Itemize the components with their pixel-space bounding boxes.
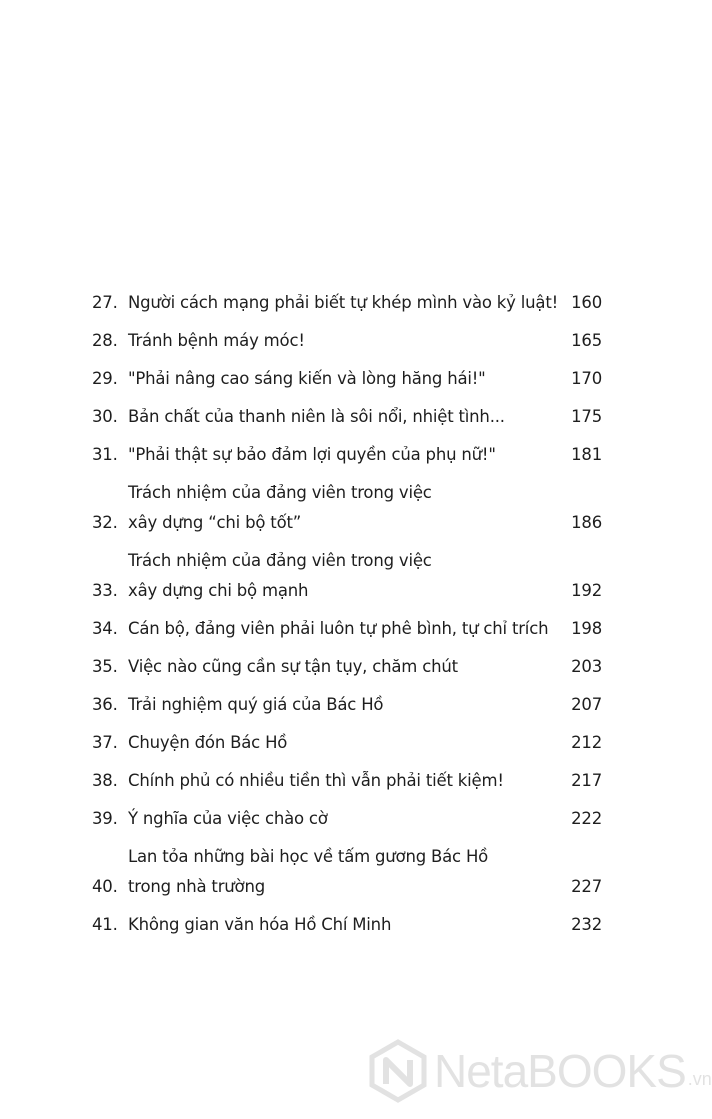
toc-entry-number: 30. [92, 407, 118, 426]
toc-entry-title-line: "Phải thật sự bảo đảm lợi quyền của phụ nữ!" [128, 445, 496, 464]
toc-entry-page: 175 [571, 407, 602, 426]
toc-entry-title-line: Tránh bệnh máy móc! [128, 331, 305, 350]
toc-entry-number: 38. [92, 771, 118, 790]
toc-entry-title-line: Không gian văn hóa Hồ Chí Minh [128, 915, 392, 934]
toc-entry-title-line: Trách nhiệm của đảng viên trong việc [128, 551, 432, 570]
toc-entry-title [128, 326, 571, 356]
toc-entry-title [128, 546, 571, 606]
toc-entry-page: 160 [571, 293, 602, 312]
toc-entry-title-line: xây dựng “chi bộ tốt” [128, 513, 302, 532]
toc-entry-number: 35. [92, 657, 118, 676]
netabooks-logo-icon [368, 1040, 428, 1102]
toc-entry [92, 728, 602, 758]
toc-entry-page: 203 [571, 657, 602, 676]
toc-entry [92, 910, 602, 940]
toc-entry [92, 842, 602, 902]
toc-entry-number: 29. [92, 369, 118, 388]
toc-entry-title [128, 766, 571, 796]
toc-entry [92, 440, 602, 470]
toc-entry [92, 364, 602, 394]
toc-entry-page: 165 [571, 331, 602, 350]
toc-entry-title [128, 804, 571, 834]
table-of-contents [92, 288, 602, 948]
watermark-suffix: .vn [687, 1069, 712, 1089]
toc-entry-page: 212 [571, 733, 602, 752]
toc-entry-title [128, 842, 571, 902]
toc-entry [92, 652, 602, 682]
toc-entry-title [128, 652, 571, 682]
toc-entry-title-line: Chính phủ có nhiều tiền thì vẫn phải tiết kiệm! [128, 771, 504, 790]
toc-entry-title [128, 690, 571, 720]
toc-entry-number: 40. [92, 877, 118, 896]
toc-entry-number: 31. [92, 445, 118, 464]
toc-entry-title-line: xây dựng chi bộ mạnh [128, 581, 309, 600]
toc-entry-title [128, 288, 571, 318]
toc-entry-title [128, 364, 571, 394]
toc-entry [92, 326, 602, 356]
toc-entry-title [128, 728, 571, 758]
toc-entry-title [128, 614, 571, 644]
toc-entry-number: 41. [92, 915, 118, 934]
watermark [368, 1040, 712, 1102]
toc-entry-page: 222 [571, 809, 602, 828]
toc-entry-page: 192 [571, 581, 602, 600]
toc-entry-title-line: Lan tỏa những bài học về tấm gương Bác Hồ [128, 847, 489, 866]
toc-entry [92, 690, 602, 720]
toc-entry-title [128, 910, 571, 940]
toc-entry [92, 804, 602, 834]
toc-entry [92, 288, 602, 318]
toc-entry [92, 402, 602, 432]
toc-entry-title-line: Trải nghiệm quý giá của Bác Hồ [128, 695, 384, 714]
toc-entry [92, 766, 602, 796]
toc-entry-page: 186 [571, 513, 602, 532]
toc-entry [92, 478, 602, 538]
toc-entry-page: 232 [571, 915, 602, 934]
toc-entry-title-line: Bản chất của thanh niên là sôi nổi, nhiệt tình... [128, 407, 505, 426]
toc-entry-page: 170 [571, 369, 602, 388]
toc-entry-number: 36. [92, 695, 118, 714]
toc-entry-number: 34. [92, 619, 118, 638]
toc-entry-number: 33. [92, 581, 118, 600]
toc-entry-page: 217 [571, 771, 602, 790]
toc-entry-title [128, 440, 571, 470]
toc-entry-title-line: Chuyện đón Bác Hồ [128, 733, 288, 752]
toc-entry-number: 37. [92, 733, 118, 752]
toc-entry-title-line: Việc nào cũng cần sự tận tụy, chăm chút [128, 657, 458, 676]
toc-entry-title-line: "Phải nâng cao sáng kiến và lòng hăng hái!" [128, 369, 486, 388]
toc-entry [92, 546, 602, 606]
toc-entry-title-line: trong nhà trường [128, 877, 265, 896]
watermark-brand: NetaBOOKS [434, 1045, 686, 1097]
toc-entry-title-line: Ý nghĩa của việc chào cờ [128, 809, 328, 828]
toc-entry-page: 181 [571, 445, 602, 464]
toc-entry-number: 27. [92, 293, 118, 312]
toc-entry-number: 28. [92, 331, 118, 350]
toc-entry-page: 207 [571, 695, 602, 714]
toc-entry-page: 198 [571, 619, 602, 638]
toc-entry-title-line: Cán bộ, đảng viên phải luôn tự phê bình, tự chỉ trích [128, 619, 549, 638]
toc-entry-title [128, 478, 571, 538]
toc-entry-title-line: Người cách mạng phải biết tự khép mình vào kỷ luật! [128, 293, 558, 312]
toc-entry-title [128, 402, 571, 432]
toc-entry-page: 227 [571, 877, 602, 896]
toc-entry-title-line: Trách nhiệm của đảng viên trong việc [128, 483, 432, 502]
toc-entry-number: 39. [92, 809, 118, 828]
toc-entry [92, 614, 602, 644]
toc-entry-number: 32. [92, 513, 118, 532]
